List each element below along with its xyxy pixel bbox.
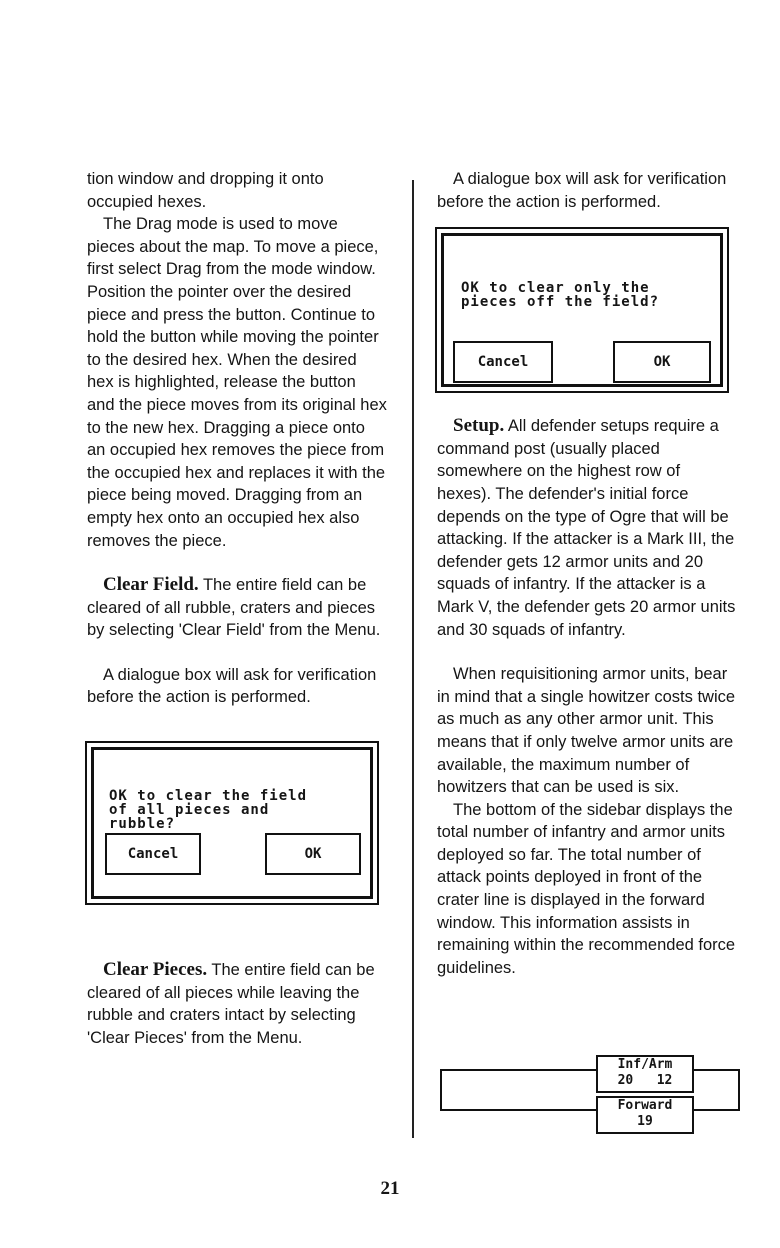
right-column (437, 168, 737, 979)
paragraph-continuation: tion window and dropping it onto occupied hexes. (87, 170, 324, 211)
paragraph-clear-field (87, 574, 387, 642)
clear-pieces-heading: Clear Pieces. (103, 959, 208, 981)
paragraph-sidebar: The bottom of the sidebar displays the total number of infantry and armor units deployed so far. The total number of attack points deployed in front of the crater line is displayed in the forward window. This information assists in remaining within the recommended force guidelines. (437, 800, 736, 977)
left-column (87, 168, 387, 1049)
paragraph-clear-pieces (87, 959, 387, 1049)
paragraph-dialogue-note: A dialogue box will ask for verification before the action is performed. (87, 665, 377, 707)
sidebar-bar (440, 1069, 740, 1111)
clear-field-text: The entire field can be cleared of all rubble, craters and pieces by selecting 'Clear Field' from the Menu. (87, 576, 381, 640)
paragraph-dialogue-note: A dialogue box will ask for verification before the action is performed. (437, 170, 727, 211)
cancel-button[interactable]: Cancel (453, 341, 553, 383)
inf-count: 20 (617, 1073, 634, 1088)
dialog-message: OK to clear the field of all pieces and rubble? (109, 788, 308, 833)
inf-arm-label: Inf/Arm (617, 1057, 673, 1072)
setup-text: All defender setups require a command post (usually placed somewhere on the highest row of hexes). The defender's initial force depends on the type of Ogre that will be attacking. If the attacker is a Mark III, the defender gets 12 armor units and 20 squads of infantry. If the attacker is a Mark V, the defender gets 20 armor units and 30 squads of infantry. (437, 417, 736, 639)
ok-button[interactable]: OK (265, 833, 361, 875)
dialog-message: OK to clear only the pieces off the field? (461, 280, 660, 311)
forward-value: 19 (637, 1114, 653, 1129)
paragraph-setup (437, 415, 737, 641)
clear-pieces-dialog (435, 227, 729, 393)
arm-count: 12 (656, 1073, 673, 1088)
page-number: 21 (380, 1178, 400, 1199)
setup-heading: Setup. (453, 415, 505, 437)
paragraph-drag-mode: The Drag mode is used to move pieces about the map. To move a piece, first select Drag from the mode window. Position the pointer over the desired piece and press the button. Continue to hold the button while moving the pointer to the desired hex. When the desired hex is highlighted, release the button and the piece moves from its original hex to the new hex. Dragging a piece onto an occupied hex removes the piece from the occupied hex and replaces it with the piece being moved. Dragging from an empty hex onto an occupied hex also removes the piece. (87, 215, 387, 550)
forward-label: Forward (617, 1098, 673, 1113)
forward-box (596, 1096, 694, 1134)
inf-arm-values (598, 1073, 692, 1089)
cancel-button[interactable]: Cancel (105, 833, 201, 875)
clear-field-dialog (85, 741, 379, 905)
inf-arm-box (596, 1055, 694, 1093)
column-divider (412, 180, 414, 1138)
ok-button[interactable]: OK (613, 341, 711, 383)
sidebar-counter-widget (440, 1055, 740, 1135)
clear-pieces-text: The entire field can be cleared of all pieces while leaving the rubble and craters intact by selecting 'Clear Pieces' from the Menu. (87, 961, 375, 1047)
paragraph-requisition: When requisitioning armor units, bear in mind that a single howitzer costs twice as much as any other armor unit. This means that if only twelve armor units are available, the maximum number of howitzers that can be used is six. (437, 665, 736, 797)
clear-field-heading: Clear Field. (103, 574, 199, 596)
